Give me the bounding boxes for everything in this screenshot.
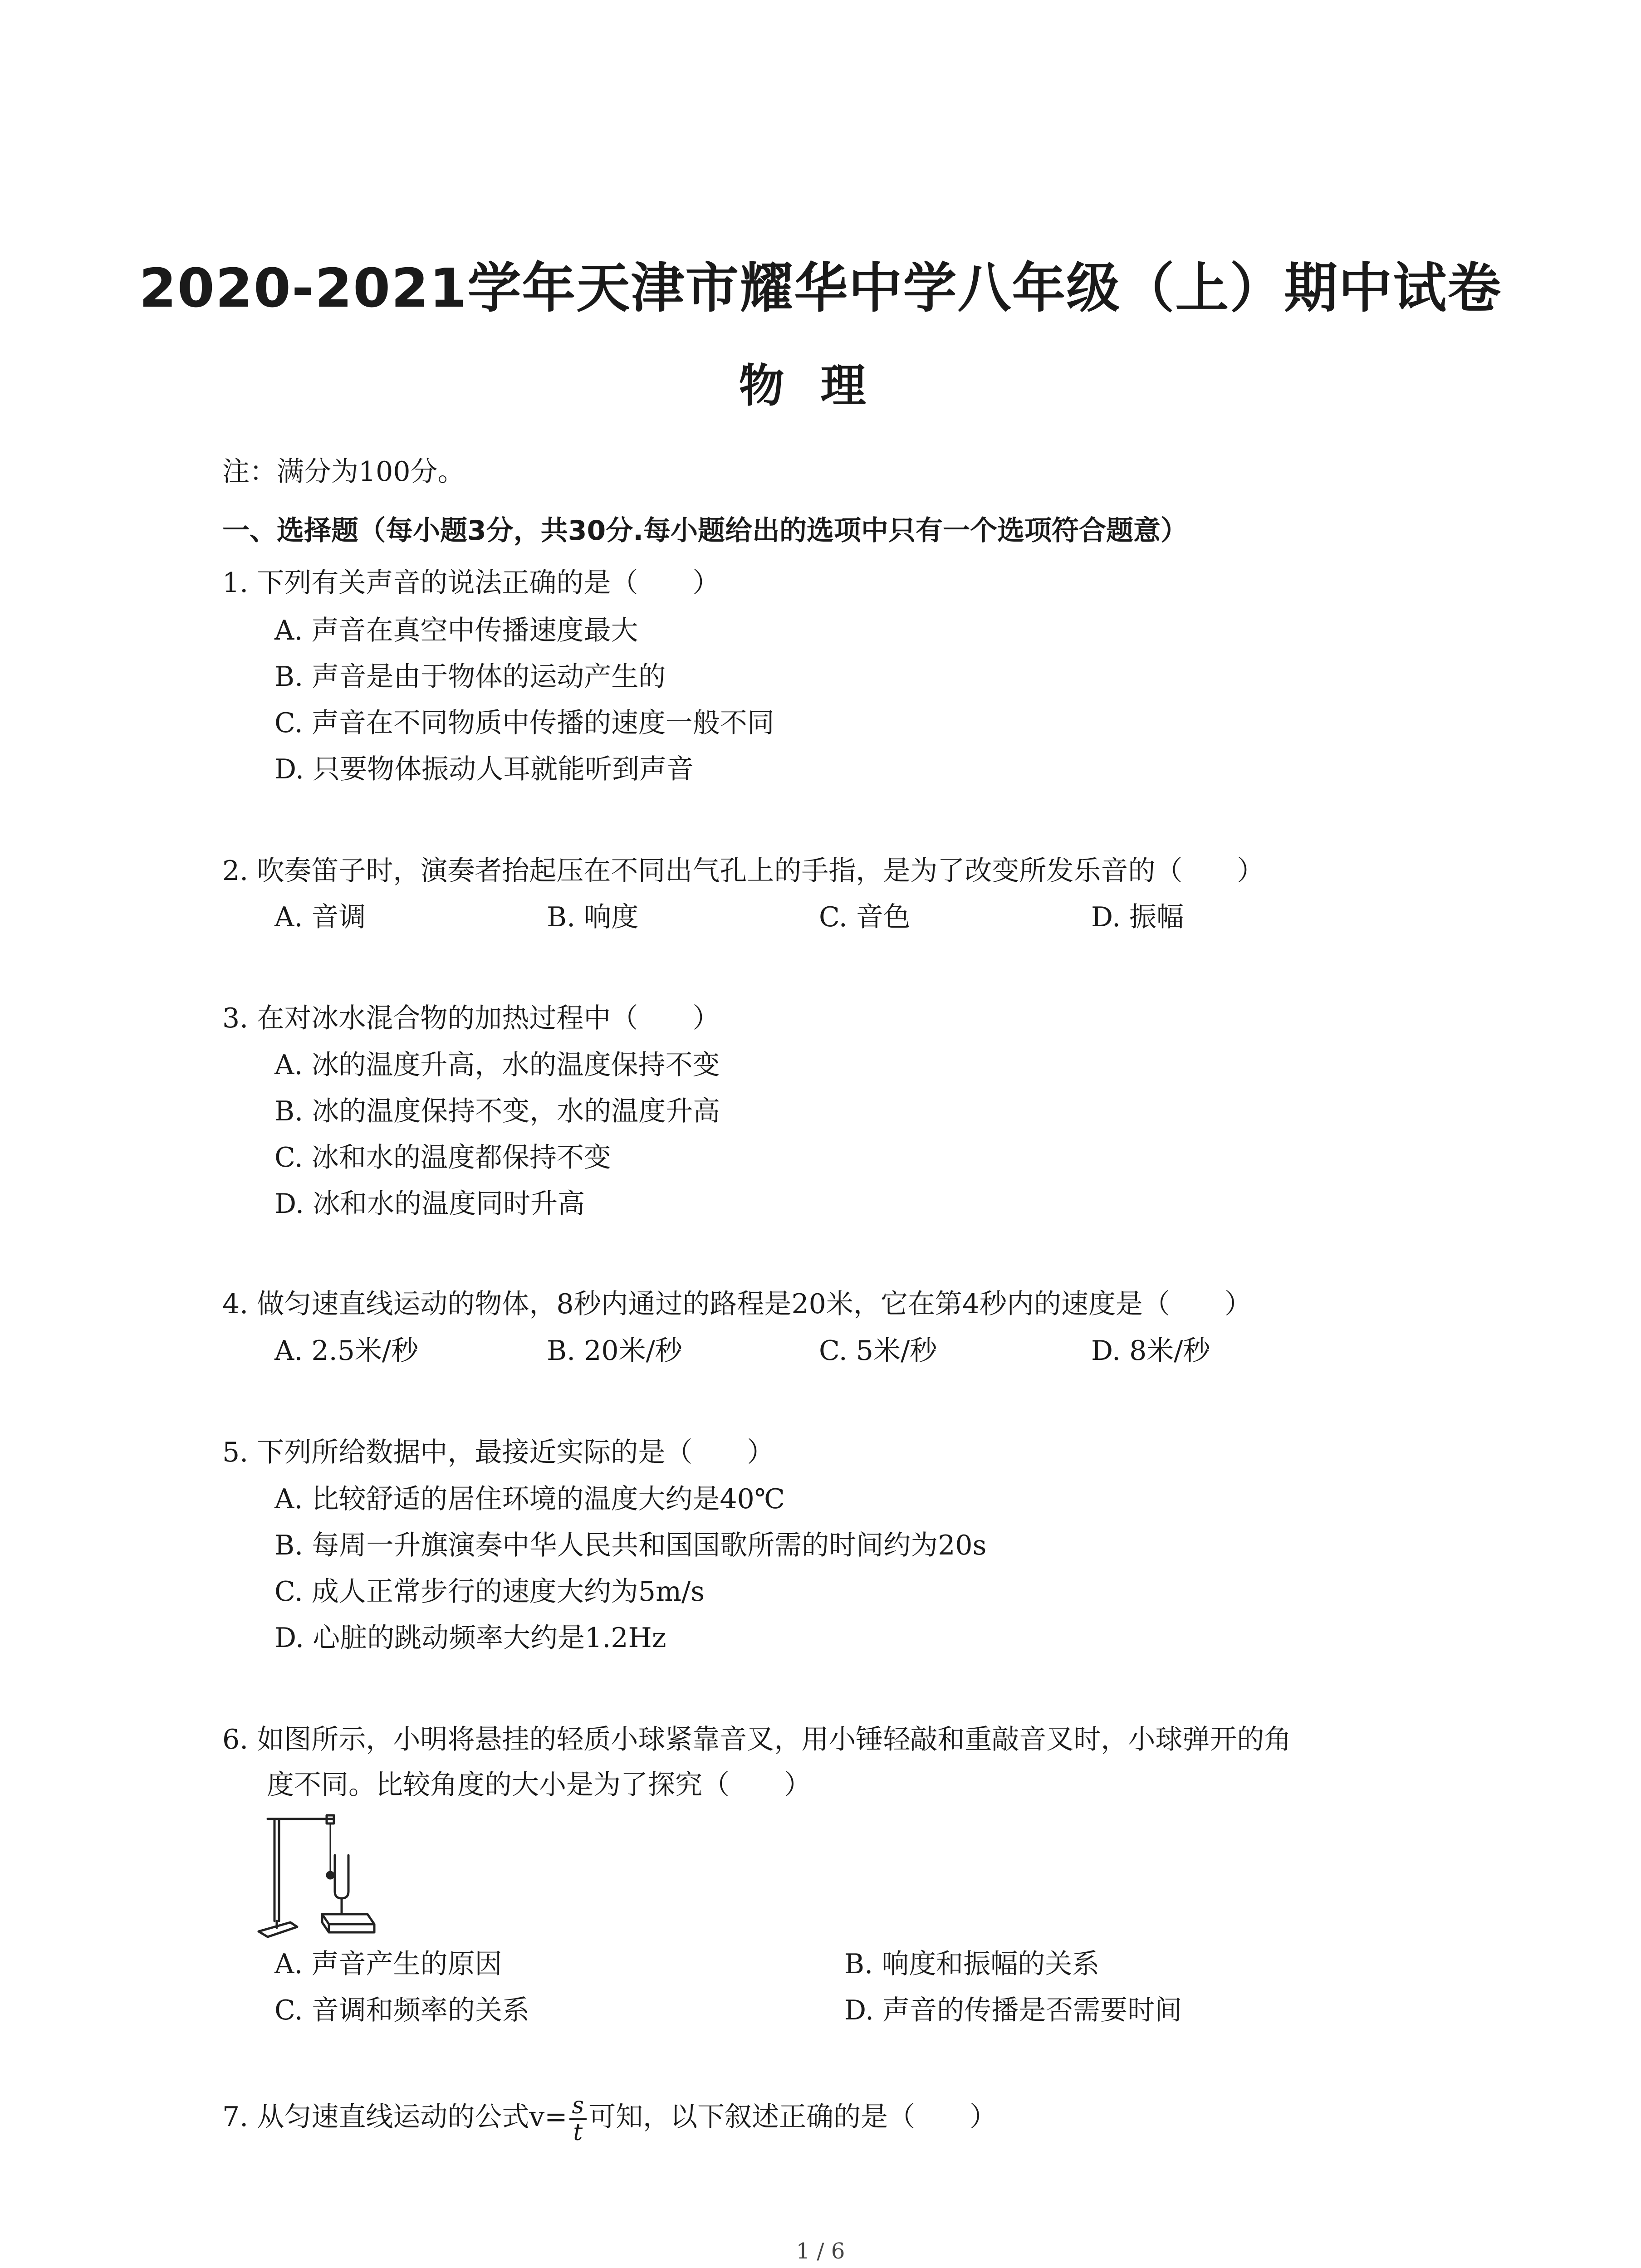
- question-5-option-a: A. 比较舒适的居住环境的温度大约是40℃: [274, 1483, 785, 1515]
- question-7-stem-after: 可知，以下叙述正确的是（ ）: [588, 2101, 997, 2133]
- question-1-option-d: D. 只要物体振动人耳就能听到声音: [274, 753, 694, 785]
- question-3-option-d: D. 冰和水的温度同时升高: [274, 1188, 585, 1220]
- subject-title: 物理: [739, 359, 902, 412]
- question-4-option-d: D. 8米/秒: [1091, 1335, 1210, 1367]
- question-1-option-b: B. 声音是由于物体的运动产生的: [274, 661, 666, 693]
- question-4-option-a: A. 2.5米/秒: [274, 1335, 419, 1367]
- section-heading: 一、选择题（每小题3分，共30分.每小题给出的选项中只有一个选项符合题意）: [222, 515, 1188, 547]
- question-5-option-b: B. 每周一升旗演奏中华人民共和国国歌所需的时间约为20s: [274, 1530, 987, 1561]
- score-note: 注：满分为100分。: [222, 456, 465, 488]
- question-7-stem: [222, 2093, 997, 2145]
- fraction-numerator: s: [569, 2093, 587, 2120]
- question-7-stem-before: 7. 从匀速直线运动的公式v=: [222, 2101, 568, 2133]
- question-5-stem: 5. 下列所给数据中，最接近实际的是（ ）: [222, 1437, 774, 1468]
- question-4-stem: 4. 做匀速直线运动的物体，8秒内通过的路程是20米，它在第4秒内的速度是（ ）: [222, 1288, 1252, 1320]
- exam-title: 2020-2021学年天津市耀华中学八年级（上）期中试卷: [139, 257, 1502, 319]
- question-2-options: [274, 901, 1363, 935]
- question-5-option-d: D. 心脏的跳动频率大约是1.2Hz: [274, 1622, 666, 1654]
- question-2-option-c: C. 音色: [819, 901, 911, 933]
- question-6-options-row-2: [274, 1994, 1363, 2028]
- speed-formula-fraction: [569, 2093, 587, 2145]
- question-4-option-b: B. 20米/秒: [547, 1335, 682, 1367]
- question-6-stem-line-1: 6. 如图所示，小明将悬挂的轻质小球紧靠音叉，用小锤轻敲和重敲音叉时，小球弹开的角: [222, 1724, 1292, 1755]
- question-4-options: [274, 1337, 1363, 1369]
- question-2-option-d: D. 振幅: [1091, 901, 1184, 933]
- ball: [327, 1872, 333, 1878]
- tuning-fork-pendulum-figure: [254, 1805, 381, 1941]
- question-3-option-c: C. 冰和水的温度都保持不变: [274, 1142, 611, 1173]
- tuning-fork: [335, 1855, 348, 1898]
- question-6-options-row-1: [274, 1950, 1363, 1982]
- question-3-stem: 3. 在对冰水混合物的加热过程中（ ）: [222, 1002, 720, 1034]
- resonance-box-top: [322, 1914, 374, 1924]
- question-2-option-b: B. 响度: [547, 901, 639, 933]
- question-4-option-c: C. 5米/秒: [819, 1335, 937, 1367]
- question-1-option-a: A. 声音在真空中传播速度最大: [274, 615, 638, 646]
- page-number: 1 / 6: [796, 2239, 845, 2264]
- question-6-option-b: B. 响度和振幅的关系: [844, 1948, 1100, 1980]
- question-3-option-b: B. 冰的温度保持不变，水的温度升高: [274, 1095, 720, 1127]
- question-6-option-a: A. 声音产生的原因: [274, 1948, 502, 1980]
- question-1-stem: 1. 下列有关声音的说法正确的是（ ）: [222, 567, 720, 599]
- fraction-denominator: t: [573, 2118, 583, 2146]
- question-6-option-c: C. 音调和频率的关系: [274, 1994, 529, 2026]
- question-2-stem: 2. 吹奏笛子时，演奏者抬起压在不同出气孔上的手指，是为了改变所发乐音的（ ）: [222, 855, 1264, 887]
- question-5-option-c: C. 成人正常步行的速度大约为5m/s: [274, 1576, 705, 1608]
- question-3-option-a: A. 冰的温度升高，水的温度保持不变: [274, 1049, 720, 1081]
- question-1-option-c: C. 声音在不同物质中传播的速度一般不同: [274, 707, 774, 739]
- question-6-stem-line-2: 度不同。比较角度的大小是为了探究（ ）: [267, 1769, 811, 1801]
- question-2-option-a: A. 音调: [274, 901, 366, 933]
- resonance-box-front: [329, 1924, 374, 1932]
- question-6-option-d: D. 声音的传播是否需要时间: [844, 1994, 1182, 2026]
